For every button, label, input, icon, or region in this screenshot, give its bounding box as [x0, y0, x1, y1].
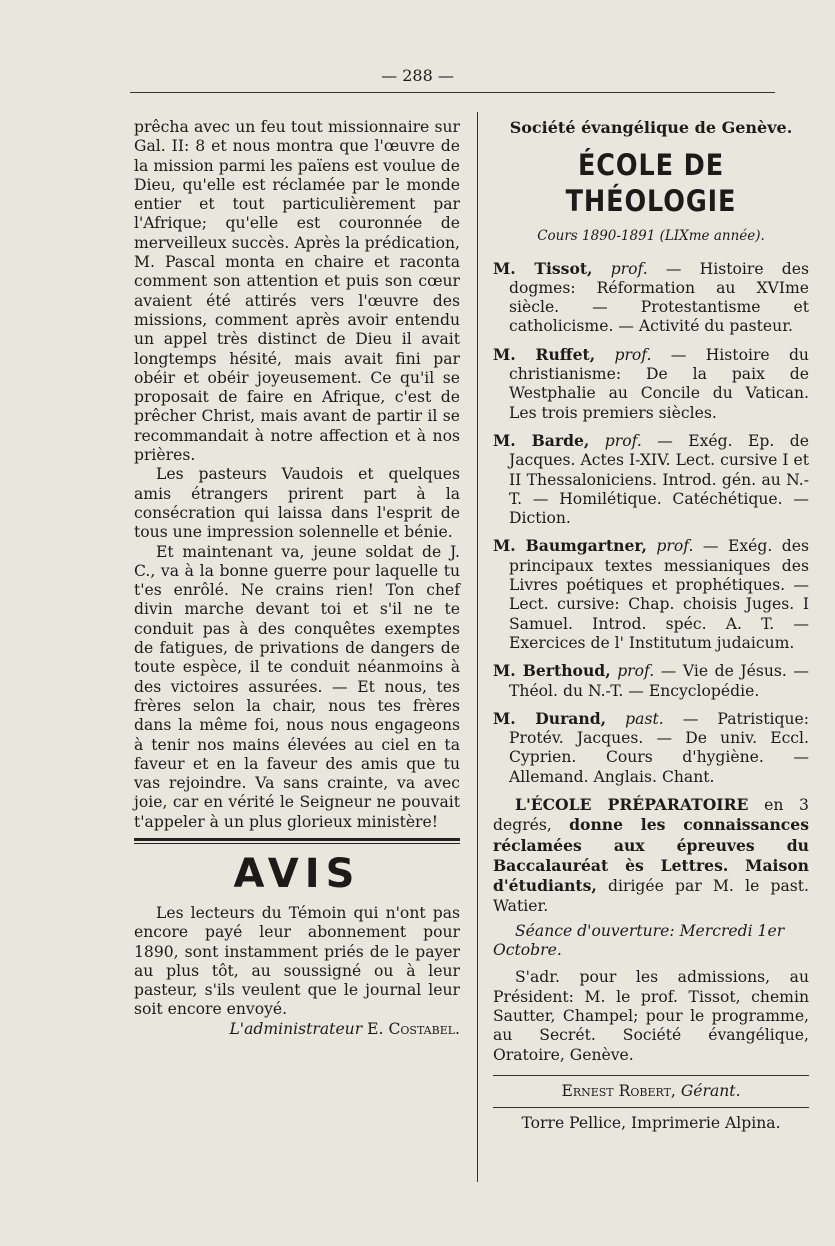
article-paragraph-3: Et maintenant va, jeune soldat de J. C., va à la bonne guerre pour laquelle tu t'es enrôlé. Ne crains rien! Ton chef divin marche devant toi et s'il ne te conduit pas à des conquêtes exemptes de fatigues, de privations de dangers de toute espèce, il te conduit néanmoins à des victoires assurées. — Et nous, tes frères selon la chair, nous tes frères dans la même foi, nous nous engageons à tenir nos mains élevées au ciel en ta faveur et en la faveur des amis que tu vas rejoindre. Va sans crainte, va avec joie, car en vérité le Seigneur ne pouvait t'appeler à un plus glorieux ministère!	[134, 542, 460, 831]
avis-signature	[134, 1020, 460, 1039]
society-title: Société évangélique de Genève.	[509, 118, 793, 137]
gerant-name: Ernest Robert,	[561, 1081, 676, 1100]
prep-school-description: donne les connaissances réclamées aux épreuves du Baccalauréat ès Lettres. Maison d'étudiants,	[493, 815, 809, 896]
course-entry	[493, 661, 809, 701]
article-paragraph-2: Les pasteurs Vaudois et quelques amis étrangers prirent part à la consécration qui laissa dans l'esprit de tous une impression solennelle et bénie.	[134, 465, 460, 542]
professor-role: past.	[625, 709, 664, 728]
prep-school-degrees: en 3 degrés,	[493, 796, 809, 835]
professor-role: prof.	[617, 662, 655, 681]
course-text: — Patristique: Protév. Jacques. — De univ. Eccl. Cyprien. Cours d'hygiène. — Allemand. Anglais. Chant.	[509, 709, 809, 786]
course-text: — Exég. des principaux textes messianiques des Livres poétiques et prophétiques. — Lect. cursive: Chap. choisis Juges. I Samuel. Introd. spéc. A. T. — Exercices de l' Institutum judaicum.	[509, 537, 809, 652]
printer-line: Torre Pellice, Imprimerie Alpina.	[521, 1114, 781, 1133]
avis-rule-thin	[134, 843, 460, 844]
page-number: — 288 —	[381, 66, 454, 85]
prep-school-director: dirigée par M. le past. Watier.	[493, 877, 809, 915]
avis-title: AVIS	[233, 850, 361, 897]
professor-name: M. Baumgartner,	[493, 536, 647, 556]
opening-session-text: Séance d'ouverture: Mercredi 1er Octobre.	[493, 921, 785, 960]
opening-session	[493, 922, 809, 961]
course-text: — Histoire du christianisme: De la paix de Westphalie au Concile du Vatican. Les trois premiers siècles.	[509, 345, 809, 422]
course-text: — Histoire des dogmes: Réformation au XVIme siècle. — Protestantisme et catholicisme. — Activité du pasteur.	[509, 259, 809, 336]
printer-rule	[493, 1107, 809, 1108]
avis-text: Les lecteurs du Témoin qui n'ont pas encore payé leur abonnement pour 1890, sont instamment priés de le payer au plus tôt, au soussigné ou à leur pasteur, s'ils veulent que le journal leur soit encore envoyé.	[134, 903, 460, 1019]
prep-school-title: L'ÉCOLE PRÉPARATOIRE	[515, 795, 749, 815]
right-column	[493, 118, 809, 1133]
professor-role: prof.	[604, 431, 642, 450]
professor-name: M. Barde,	[493, 430, 590, 450]
article-paragraph-1: prêcha avec un feu tout missionnaire sur Gal. II: 8 et nous montra que l'œuvre de la mission parmi les païens est voulue de Dieu, qu'elle est réclamée par le monde entier et tout particulièrement par l'Afrique; qu'elle est couronnée de merveilleux succès. Après la prédication, M. Pascal monta en chaire et raconta comment son attention et puis son cœur avaient été attirés vers l'œuvre des missions, comment après avoir entendu un appel très distinct de Dieu il avait longtemps hésité, mais avait fini par obéir et obéir joyeusement. Ce qu'il se proposait de faire en Afrique, c'est de prêcher Christ, mais avant de partir il se recommandait à notre affection et à nos prières.	[134, 118, 460, 465]
course-entry	[493, 536, 809, 653]
professor-name: M. Ruffet,	[493, 344, 596, 364]
course-text: — Exég. Ep. de Jacques. Actes I-XIV. Lect. cursive I et II Thessaloniciens. Introd. gén. au N.-T. — Homilétique. Catéchétique. — Diction.	[509, 431, 809, 528]
gerant-role: Gérant.	[680, 1081, 741, 1100]
admissions-address: S'adr. pour les admissions, au Président: M. le prof. Tissot, chemin Sautter, Champel; pour le programme, au Secrét. Société évangélique, Oratoire, Genève.	[493, 968, 809, 1064]
course-entry	[493, 345, 809, 423]
professor-role: prof.	[610, 259, 648, 278]
left-column	[134, 118, 460, 1039]
course-year: Cours 1890-1891 (LIXme année).	[537, 228, 765, 245]
course-text: — Vie de Jésus. — Théol. du N.-T. — Encyclopédie.	[509, 662, 809, 700]
gerant-line	[493, 1082, 809, 1101]
avis-sign-role: L'administrateur	[229, 1019, 363, 1038]
avis-sign-name: E. Costabel.	[367, 1019, 460, 1038]
professor-name: M. Tissot,	[493, 258, 593, 278]
gerant-rule	[493, 1075, 809, 1076]
professor-name: M. Durand,	[493, 708, 607, 728]
professor-role: prof.	[614, 345, 652, 364]
school-title: ÉCOLE DE THÉOLOGIE	[565, 148, 737, 219]
professor-name: M. Berthoud,	[493, 661, 611, 681]
course-entry	[493, 431, 809, 528]
prep-school-notice	[493, 795, 809, 916]
column-divider	[477, 112, 478, 1182]
course-entry	[493, 259, 809, 337]
header-rule	[130, 92, 775, 93]
avis-rule-thick	[134, 838, 460, 841]
professor-role: prof.	[656, 537, 694, 556]
course-entry	[493, 709, 809, 787]
